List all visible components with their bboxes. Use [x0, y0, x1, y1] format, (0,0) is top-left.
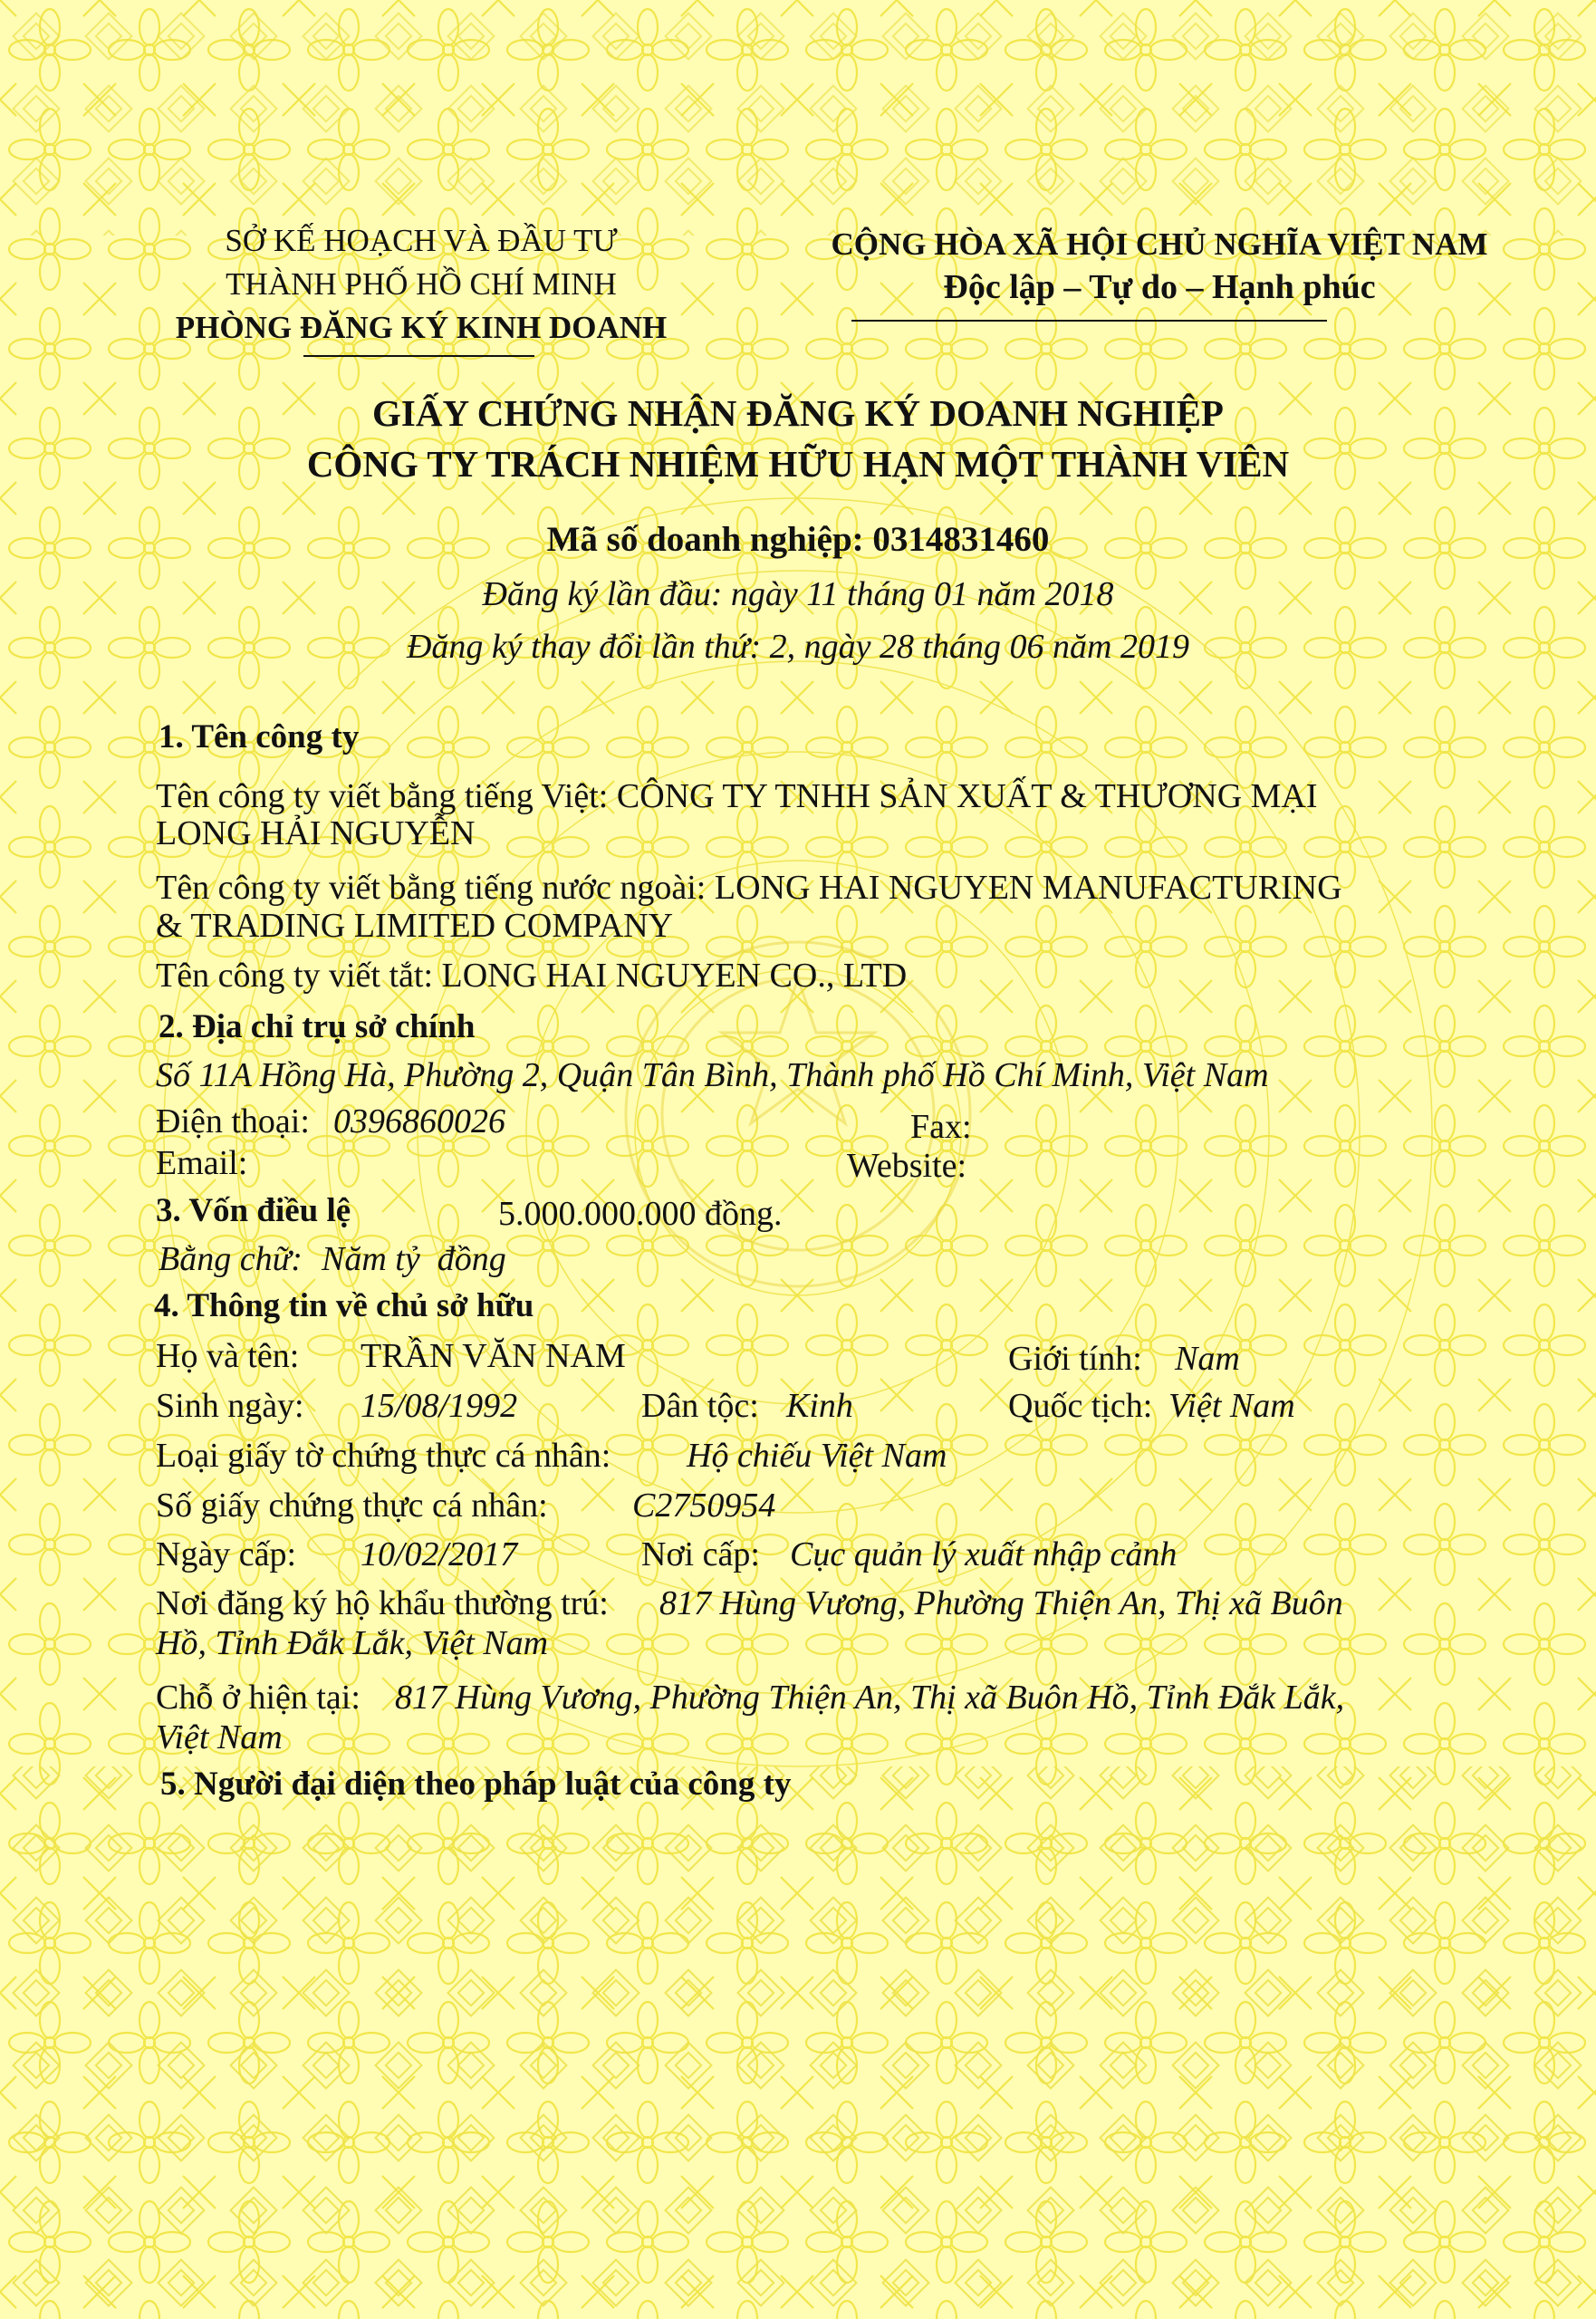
agency-underline [303, 355, 534, 357]
company-name-vn-line-2: LONG HẢI NGUYỄN [156, 814, 476, 852]
national-motto: Độc lập – Tự do – Hạnh phúc [943, 268, 1376, 306]
section-5-heading: 5. Người đại diện theo pháp luật của công ty [160, 1766, 792, 1803]
dob-value: 15/08/1992 [361, 1387, 518, 1425]
certificate-title: GIẤY CHỨNG NHẬN ĐĂNG KÝ DOANH NGHIỆP [372, 392, 1224, 434]
company-short-name: Tên công ty viết tắt: LONG HAI NGUYEN CO., LTD [156, 957, 908, 995]
owner-name-value: TRẦN VĂN NAM [361, 1337, 626, 1375]
issue-date-label: Ngày cấp: [156, 1535, 297, 1573]
id-type-label: Loại giấy tờ chứng thực cá nhân: [156, 1437, 611, 1475]
phone-value: 0396860026 [333, 1102, 505, 1140]
section-2-heading: 2. Địa chỉ trụ sở chính [159, 1008, 476, 1045]
issue-place-value: Cục quản lý xuất nhập cảnh [790, 1535, 1178, 1573]
owner-name-label: Họ và tên: [156, 1337, 300, 1375]
nationality-value: Việt Nam [1168, 1387, 1295, 1425]
current-residence-line-1: 817 Hùng Vương, Phường Thiện An, Thị xã Buôn Hồ, Tỉnh Đắk Lắk, [395, 1679, 1345, 1717]
permanent-residence-line-2: Hồ, Tỉnh Đắk Lắk, Việt Nam [156, 1624, 549, 1662]
agency-line-2: THÀNH PHỐ HỒ CHÍ MINH [226, 266, 617, 302]
section-3-heading: 3. Vốn điều lệ [156, 1192, 351, 1229]
issue-date-value: 10/02/2017 [361, 1535, 518, 1573]
capital-in-words-value: Năm tỷ đồng [322, 1240, 506, 1278]
phone-label: Điện thoại: [156, 1102, 310, 1140]
ethnicity-value: Kinh [786, 1387, 853, 1425]
motto-underline [851, 320, 1327, 322]
enterprise-code: Mã số doanh nghiệp: 0314831460 [546, 520, 1050, 559]
section-4-heading: 4. Thông tin về chủ sở hữu [154, 1287, 534, 1324]
id-number-label: Số giấy chứng thực cá nhân: [156, 1487, 548, 1525]
charter-capital-amount: 5.000.000.000 đồng. [498, 1195, 783, 1233]
country-name: CỘNG HÒA XÃ HỘI CHỦ NGHĨA VIỆT NAM [831, 226, 1488, 262]
email-label: Email: [156, 1144, 248, 1182]
change-registration-date: Đăng ký thay đổi lần thứ: 2, ngày 28 tháng 06 năm 2019 [406, 628, 1190, 666]
company-name-foreign-line-2: & TRADING LIMITED COMPANY [156, 907, 674, 945]
website-label: Website: [847, 1147, 967, 1185]
nationality-label: Quốc tịch: [1008, 1387, 1153, 1425]
company-type-title: CÔNG TY TRÁCH NHIỆM HỮU HẠN MỘT THÀNH VIÊN [306, 443, 1290, 485]
current-residence-label: Chỗ ở hiện tại: [156, 1679, 361, 1717]
permanent-residence-label: Nơi đăng ký hộ khẩu thường trú: [156, 1584, 609, 1622]
id-number-value: C2750954 [632, 1487, 776, 1525]
head-office-address: Số 11A Hồng Hà, Phường 2, Quận Tân Bình, Thành phố Hồ Chí Minh, Việt Nam [156, 1056, 1269, 1094]
capital-in-words-label: Bằng chữ: [159, 1240, 303, 1278]
company-name-vn-line-1: Tên công ty viết bằng tiếng Việt: CÔNG TY TNHH SẢN XUẤT & THƯƠNG MẠI [156, 777, 1318, 815]
permanent-residence-line-1: 817 Hùng Vương, Phường Thiện An, Thị xã Buôn [659, 1584, 1343, 1622]
gender-label: Giới tính: [1008, 1340, 1142, 1378]
company-name-foreign-line-1: Tên công ty viết bằng tiếng nước ngoài: LONG HAI NGUYEN MANUFACTURING [156, 869, 1342, 907]
ethnicity-label: Dân tộc: [641, 1387, 759, 1425]
gender-value: Nam [1175, 1340, 1240, 1378]
section-1-heading: 1. Tên công ty [159, 718, 360, 755]
agency-line-3: PHÒNG ĐĂNG KÝ KINH DOANH [175, 310, 668, 345]
first-registration-date: Đăng ký lần đầu: ngày 11 tháng 01 năm 2018 [482, 575, 1114, 613]
dob-label: Sinh ngày: [156, 1387, 304, 1425]
issue-place-label: Nơi cấp: [641, 1535, 760, 1573]
current-residence-line-2: Việt Nam [156, 1718, 283, 1756]
fax-label: Fax: [910, 1108, 972, 1146]
id-type-value: Hộ chiếu Việt Nam [687, 1437, 947, 1475]
agency-line-1: SỞ KẾ HOẠCH VÀ ĐẦU TƯ [225, 223, 618, 258]
